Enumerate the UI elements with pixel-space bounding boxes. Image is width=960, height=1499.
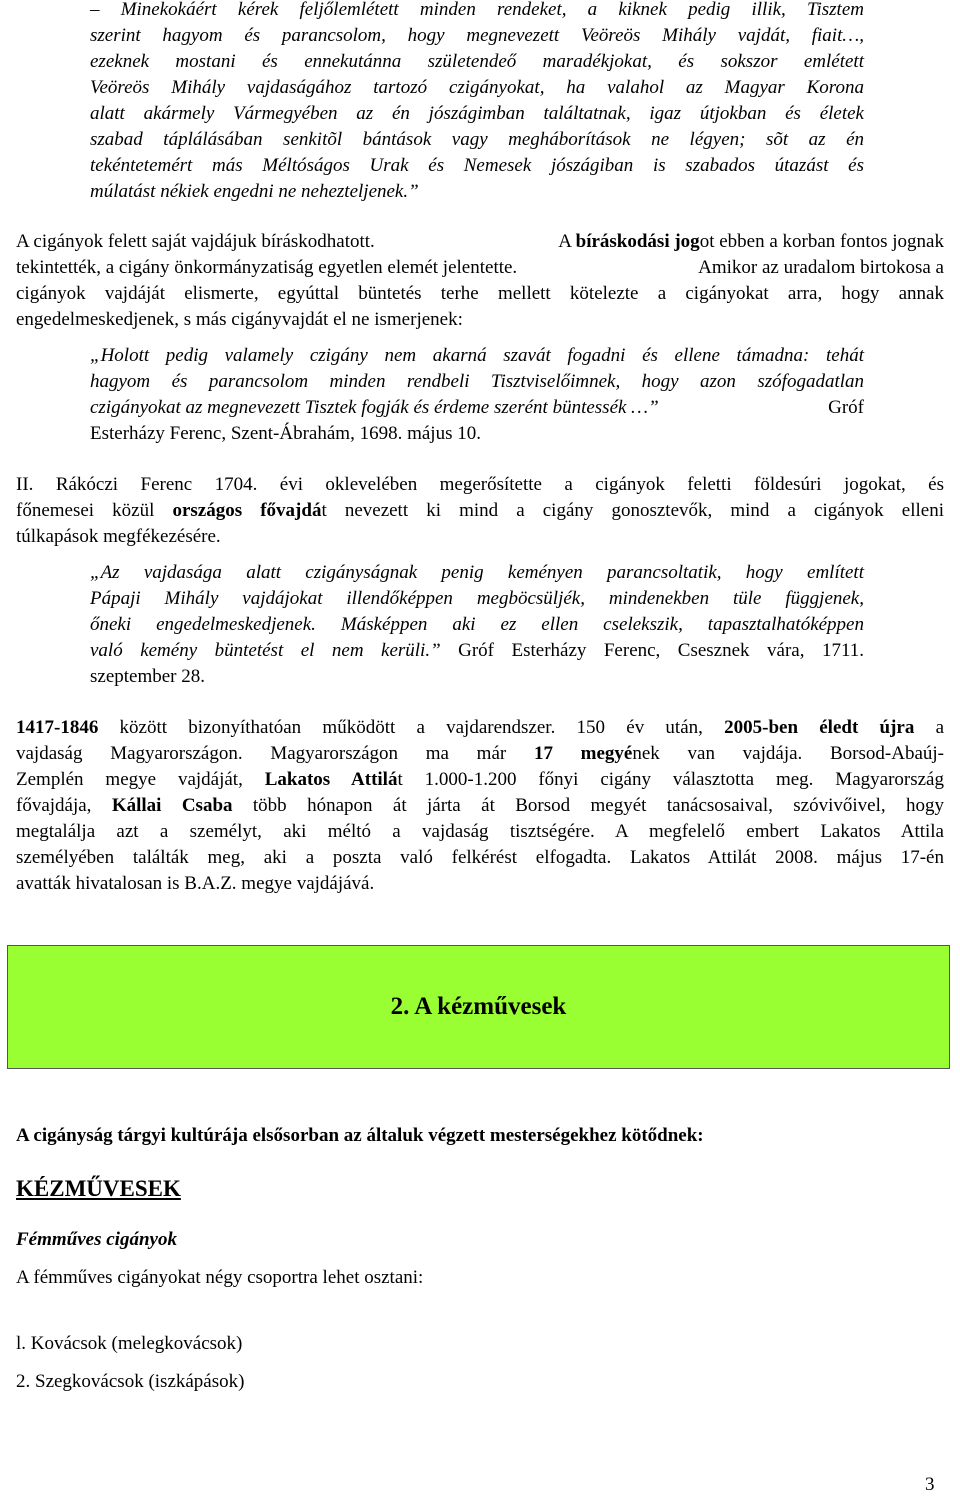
quote1-line: alatt akármely Vármegyében az én jószágimban találtatnak, igaz útjokban és életek bbox=[90, 103, 864, 124]
quote1-line: ezeknek mostani és ennekutánna születendeő maradékjokat, és sokszor emlétett bbox=[90, 51, 864, 72]
chapter-banner bbox=[7, 945, 950, 1069]
intro-bold-text: A cigányság tárgyi kultúrája elsősorban az általuk végzett mesterségekhez kötődnek: bbox=[16, 1125, 704, 1146]
page-number: 3 bbox=[925, 1474, 935, 1495]
list-item: 2. Szegkovácsok (iszkápások) bbox=[16, 1371, 245, 1392]
list-item: l. Kovácsok (melegkovácsok) bbox=[16, 1333, 243, 1354]
quote1-line: Veöreös Mihály vajdaságához tartozó czigányokat, ha valahol az Magyar Korona bbox=[90, 77, 864, 98]
subsection-heading: Fémműves cigányok bbox=[16, 1229, 177, 1250]
quote1-line: tekéntetemért más Méltóságos Urak és Nemesek jószágiban is szabados útazást és bbox=[90, 155, 864, 176]
quote1-line: múlatást nékiek engedni ne nehezteljenek.” bbox=[90, 181, 419, 202]
chapter-title: 2. A kézművesek bbox=[390, 993, 567, 1020]
quote1-line: – Minekokáért kérek feljőlemlétett minden rendeket, a kiknek pedig illik, Tisztem bbox=[90, 0, 864, 20]
quote1-line: szerint hagyom és parancsolom, hogy megnevezett Veöreös Mihály vajdát, fiait…, bbox=[90, 25, 864, 46]
subsection-text: A fémműves cigányokat négy csoportra lehet osztani: bbox=[16, 1267, 424, 1288]
paragraph-vajda-jurisdiction: A cigányok felett saját vajdájuk bíráskodhatott. bbox=[16, 231, 375, 252]
quote1-line: szabad táplálásában senkitõl bántások vagy megháborítások ne légyen; sõt az én bbox=[90, 129, 864, 150]
section-heading: KÉZMŰVESEK bbox=[16, 1176, 181, 1201]
